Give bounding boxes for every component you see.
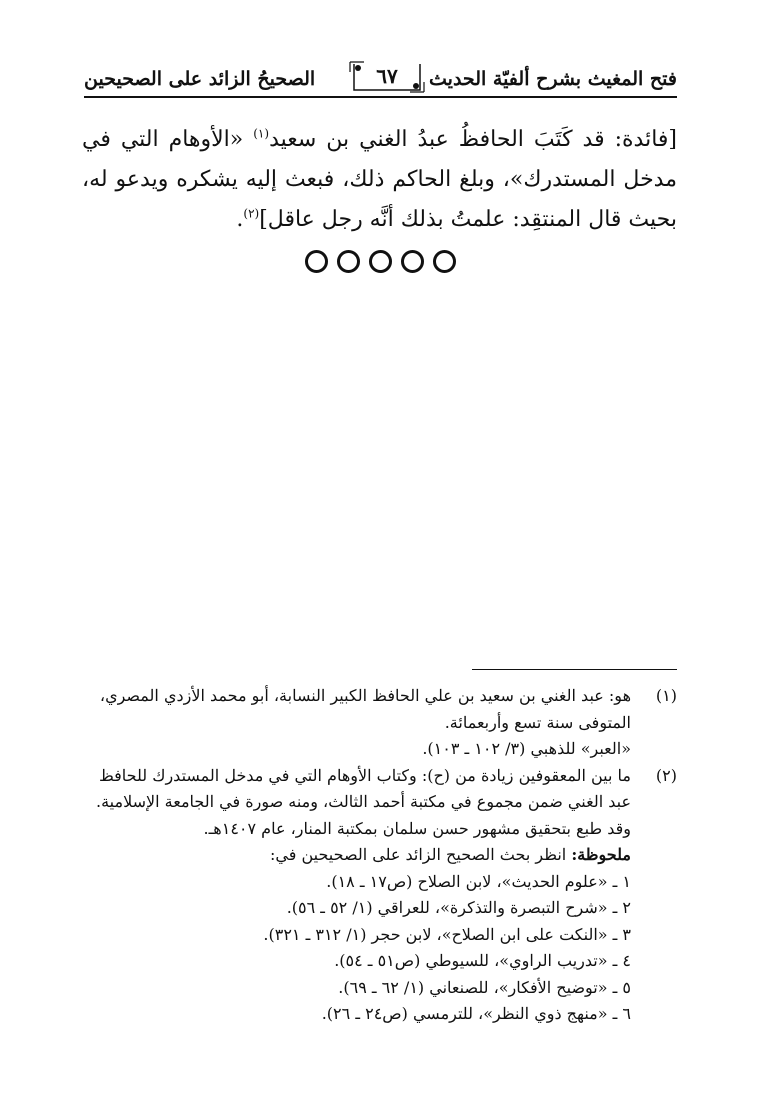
footnote-line: ما بين المعقوفين زيادة من (ح): وكتاب الأوهام التي في مدخل المستدرك للحافظ (98, 765, 631, 785)
footnote-line: هو: عبد الغني بن سعيد بن علي الحافظ الكبير النسابة، أبو محمد الأزدي المصري، (99, 686, 631, 705)
ring-icon (337, 250, 360, 273)
note-text: انظر بحث الصحيح الزائد على الصحيحين في: (270, 845, 572, 864)
footnote-line: وقد طبع بتحقيق مشهور حسن سلمان بمكتبة المنار، عام ١٤٠٧هـ. (203, 818, 631, 838)
reference-item: ٥ ـ «توضيح الأفكار»، للصنعاني (١/ ٦٢ ـ ٦٩). (338, 977, 631, 997)
note-label: ملحوظة: (571, 845, 631, 864)
book-title: فتح المغيث بشرح ألفيّة الحديث (429, 68, 677, 90)
ring-icon (401, 250, 424, 273)
section-title: الصحيحُ الزائد على الصحيحين (84, 68, 316, 90)
footnote-2 (84, 763, 677, 1028)
footnote-number: (٢) (655, 765, 677, 785)
footnote-number: (١) (655, 686, 677, 705)
section-separator (0, 250, 761, 277)
footnote-line: «العبر» للذهبي (٣/ ١٠٢ ـ ١٠٣). (422, 739, 631, 758)
footnote-ref-2[interactable]: (٢) (243, 206, 260, 221)
footnote-line: المتوفى سنة تسع وأربعمائة. (444, 712, 631, 732)
header-rule (84, 96, 677, 98)
note-line (84, 842, 631, 869)
reference-item: ٤ ـ «تدريب الراوي»، للسيوطي (ص٥١ ـ ٥٤). (334, 951, 631, 970)
paragraph-text-rest: «الأوهام التي في مدخل المستدرك»، وبلغ الحاكم ذلك، فبعث إليه يشكره ويدعو له، بحيث قال المنتقِد: علمتُ بذلك أنَّه رجل عاقل] (82, 127, 677, 232)
reference-item: ٣ ـ «النكت على ابن الصلاح»، لابن حجر (١/ ٣١٢ ـ ٣٢١). (263, 924, 631, 944)
ring-icon (433, 250, 456, 273)
paragraph-end: . (236, 207, 244, 232)
page-number-ornament (348, 60, 426, 94)
paragraph-text-start: [فائدة: قد كَتَبَ الحافظُ عبدُ الغني بن سعيد (269, 127, 677, 152)
footnotes (84, 683, 677, 1028)
reference-item: ٢ ـ «شرح التبصرة والتذكرة»، للعراقي (١/ ٥٢ ـ ٥٦). (286, 898, 631, 917)
main-paragraph (82, 120, 677, 240)
ring-icon (369, 250, 392, 273)
footnote-1 (84, 683, 677, 763)
running-header (84, 58, 677, 100)
reference-item: ٦ ـ «منهج ذوي النظر»، للترمسي (ص٢٤ ـ ٢٦). (321, 1004, 631, 1023)
reference-item: ١ ـ «علوم الحديث»، لابن الصلاح (ص١٧ ـ ١٨). (326, 871, 631, 891)
page-number: ٦٧ (376, 64, 398, 88)
footnote-line: عبد الغني ضمن مجموع في مكتبة أحمد الثالث، ومنه صورة في الجامعة الإسلامية. (96, 792, 631, 811)
footnote-rule (472, 669, 677, 670)
footnote-ref-1[interactable]: (١) (253, 126, 270, 141)
ring-icon (305, 250, 328, 273)
